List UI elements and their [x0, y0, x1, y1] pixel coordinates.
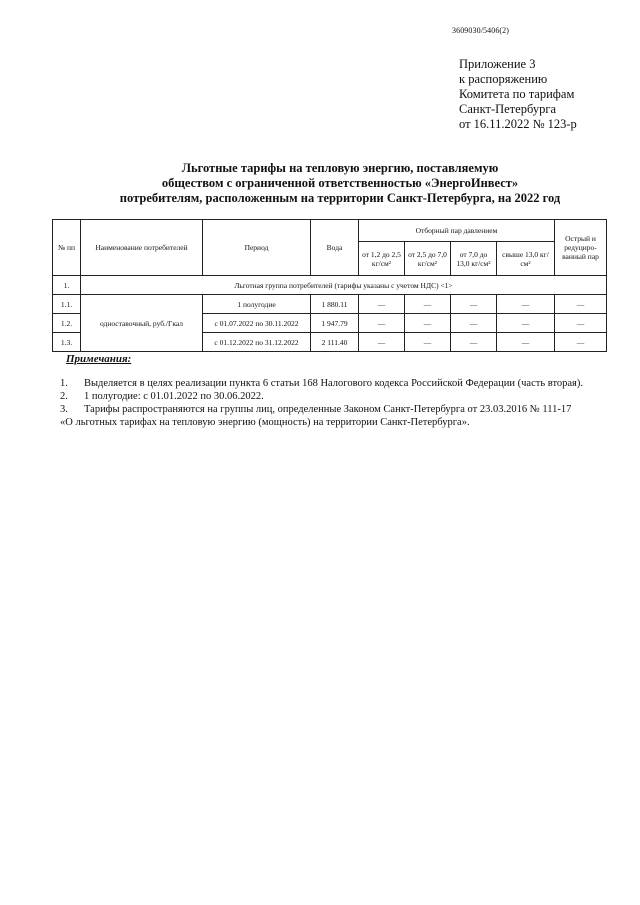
title-line: обществом с ограниченной ответственностью «ЭнергоИнвест»: [161, 176, 519, 190]
dash-cell: —: [497, 333, 555, 352]
header-steam-group: Отборный пар давлением: [359, 220, 555, 242]
document-title: [60, 161, 620, 206]
header-num: № пп: [53, 220, 81, 276]
note-text-continuation: «О льготных тарифах на тепловую энергию (мощность) на территории Санкт-Петербурга».: [60, 417, 470, 428]
table-row: [53, 276, 607, 295]
appendix-line: от 16.11.2022 № 123-р: [459, 117, 577, 131]
group-label: Льготная группа потребителей (тарифы указаны с учетом НДС) <1>: [81, 276, 607, 295]
water-cell: 2 111.40: [311, 333, 359, 352]
row-num: 1.: [53, 276, 81, 295]
dash-cell: —: [497, 295, 555, 314]
period-cell: 1 полугодие: [203, 295, 311, 314]
dash-cell: —: [451, 314, 497, 333]
header-consumer: Наименование потребителей: [81, 220, 203, 276]
dash-cell: —: [555, 295, 607, 314]
appendix-line: к распоряжению: [459, 72, 548, 86]
consumer-cell: одноставочный, руб./Гкал: [81, 295, 203, 352]
period-cell: с 01.12.2022 по 31.12.2022: [203, 333, 311, 352]
header-period: Период: [203, 220, 311, 276]
tariff-table: [52, 219, 607, 352]
header-steam-4: свыше 13,0 кг/см²: [497, 242, 555, 276]
note-text: Выделяется в целях реализации пункта 6 статьи 168 Налогового кодекса Российской Федерации (часть вторая).: [84, 378, 584, 389]
dash-cell: —: [405, 314, 451, 333]
appendix-line: Санкт-Петербурга: [459, 102, 557, 116]
row-num: 1.1.: [53, 295, 81, 314]
period-cell: с 01.07.2022 по 30.11.2022: [203, 314, 311, 333]
dash-cell: —: [359, 295, 405, 314]
dash-cell: —: [359, 314, 405, 333]
header-sharp-steam: Острый и редуциро-ванный пар: [555, 220, 607, 276]
dash-cell: —: [497, 314, 555, 333]
notes-title: Примечания:: [66, 353, 132, 365]
dash-cell: —: [405, 295, 451, 314]
dash-cell: —: [405, 333, 451, 352]
title-line: Льготные тарифы на тепловую энергию, поставляемую: [181, 161, 499, 175]
note-item: [60, 403, 612, 416]
title-line: потребителям, расположенным на территории Санкт-Петербурга, на 2022 год: [119, 191, 561, 205]
row-num: 1.3.: [53, 333, 81, 352]
header-steam-3: от 7,0 до 13,0 кг/см²: [451, 242, 497, 276]
water-cell: 1 880.11: [311, 295, 359, 314]
header-steam-2: от 2,5 до 7,0 кг/см²: [405, 242, 451, 276]
header-water: Вода: [311, 220, 359, 276]
note-number: 3.: [60, 404, 68, 415]
dash-cell: —: [555, 333, 607, 352]
appendix-block: [459, 57, 577, 132]
note-text: Тарифы распространяются на группы лиц, определенные Законом Санкт-Петербурга от 23.03.2016 № 111-17: [84, 404, 572, 415]
row-num: 1.2.: [53, 314, 81, 333]
document-id: 3609030/5406(2): [452, 26, 510, 35]
appendix-line: Приложение 3: [459, 57, 536, 71]
dash-cell: —: [359, 333, 405, 352]
dash-cell: —: [451, 333, 497, 352]
table-row: [53, 295, 607, 314]
dash-cell: —: [451, 295, 497, 314]
dash-cell: —: [555, 314, 607, 333]
note-text: 1 полугодие: с 01.01.2022 по 30.06.2022.: [84, 391, 264, 402]
note-item: [60, 390, 612, 403]
appendix-line: Комитета по тарифам: [459, 87, 575, 101]
water-cell: 1 947.79: [311, 314, 359, 333]
note-item: [60, 377, 612, 390]
header-steam-1: от 1,2 до 2,5 кг/см²: [359, 242, 405, 276]
note-number: 2.: [60, 391, 68, 402]
notes-list: [60, 377, 612, 429]
note-number: 1.: [60, 378, 68, 389]
